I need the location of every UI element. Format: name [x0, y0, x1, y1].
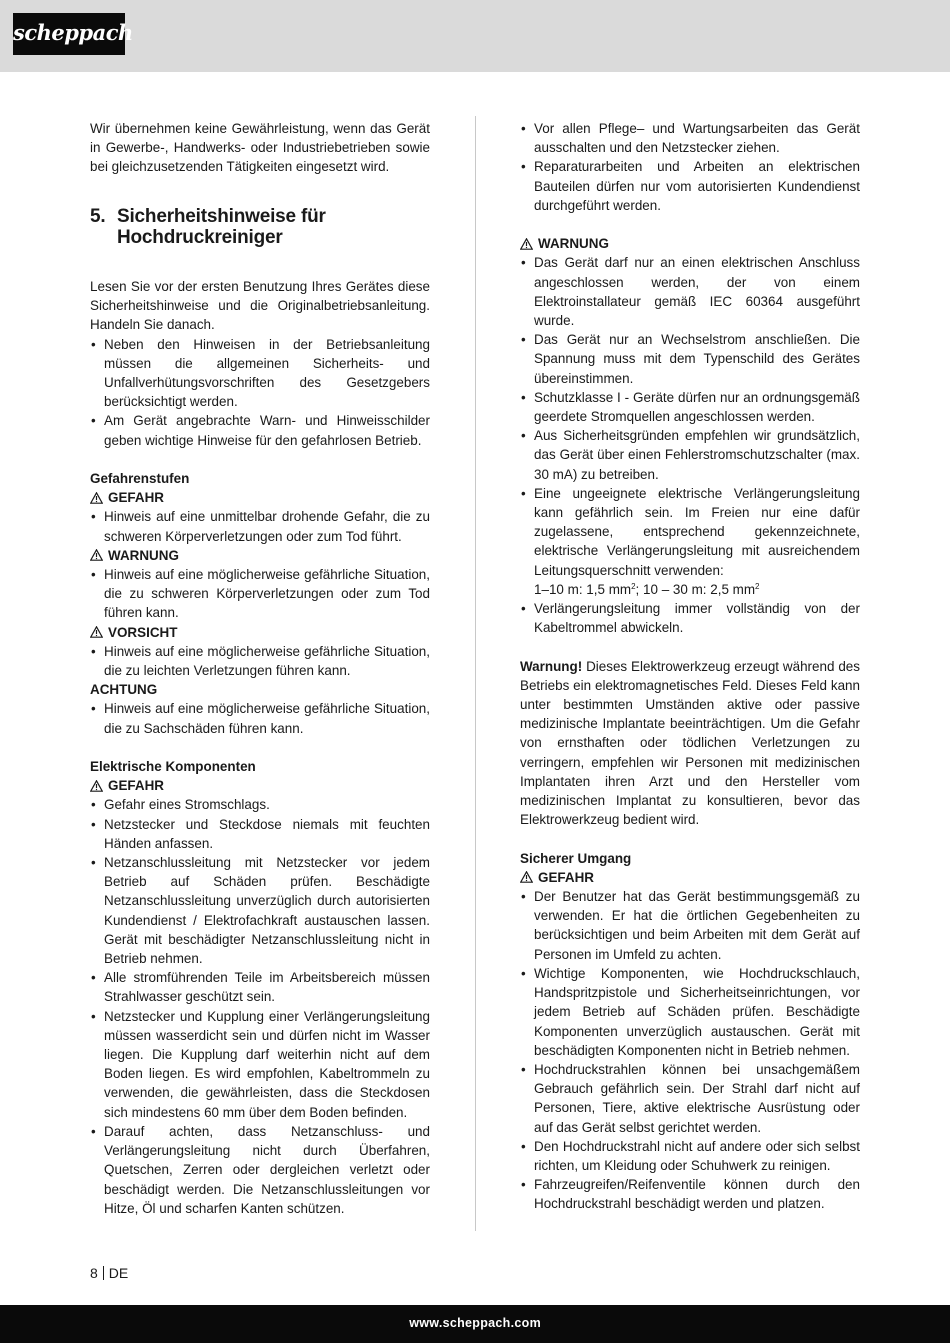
list-item: • Aus Sicherheitsgründen empfehlen wir grundsätzlich, das Gerät über einen Fehlerstromschutzschalter (max. 30 mA) zu betreiben.: [520, 426, 860, 484]
section-title: Sicherheitshinweise für Hochdruckreiniger: [117, 205, 326, 248]
warning-list: [520, 253, 860, 637]
emf-warning-paragraph: Warnung! Dieses Elektrowerkzeug erzeugt während des Betriebs ein elektromagnetisches Feld. Dieses Feld kann unter bestimmten Umständen aktive oder passive medizinische Implantate beeinträchtigen. Um die Gefahr von ernsthaften oder tödlichen Verletzungen zu verringern, empfehlen wir Personen mit medizinischen Implantaten ihren Arzt und den Hersteller vom medizinischen Implantat zu konsultieren, bevor das Elektrowerkzeug bedient wird.: [520, 658, 860, 828]
safe-handling-list: [520, 887, 860, 1213]
list-item: • Schutzklasse I - Geräte dürfen nur an ordnungsgemäß geerdete Stromquellen angeschlossen werden.: [520, 388, 860, 426]
warning-label: WARNUNG: [520, 234, 860, 253]
left-column: [90, 119, 430, 1218]
warranty-paragraph: Wir übernehmen keine Gewährleistung, wenn das Gerät in Gewerbe-, Handwerks- oder Industriebetrieben sowie bei gleichzusetzenden Tätigkeiten eingesetzt wird.: [90, 121, 430, 175]
column-divider: [475, 116, 476, 1231]
list-item: • Neben den Hinweisen in der Betriebsanleitung müssen die allgemeinen Sicherheits- und Unfallverhütungsvorschriften des Gesetzgebers berücksichtigt werden.: [90, 335, 430, 412]
list-item: • Reparaturarbeiten und Arbeiten an elektrischen Bauteilen dürfen nur vom autorisierten Kundendienst durchgeführt werden.: [520, 157, 860, 215]
list-item: • Hinweis auf eine unmittelbar drohende Gefahr, die zu schweren Körperverletzungen oder zum Tod führt.: [90, 507, 430, 545]
gefahrenstufen-heading: Gefahrenstufen: [90, 471, 190, 486]
list-item: • Hinweis auf eine möglicherweise gefährliche Situation, die zu Sachschäden führen kann.: [90, 699, 430, 737]
list-item: • Alle stromführenden Teile im Arbeitsbereich müssen Strahlwasser geschützt sein.: [90, 968, 430, 1006]
list-item: • Verlängerungsleitung immer vollständig von der Kabeltrommel abwickeln.: [520, 599, 860, 637]
caution-label: VORSICHT: [90, 623, 430, 642]
list-item: • Hinweis auf eine möglicherweise gefährliche Situation, die zu leichten Verletzungen führen kann.: [90, 642, 430, 680]
website-link[interactable]: www.scheppach.com: [409, 1316, 541, 1330]
list-item: • Das Gerät darf nur an einen elektrischen Anschluss angeschlossen werden, der von einem Elektroinstallateur gemäß IEC 60364 ausgeführt wurde.: [520, 253, 860, 330]
list-item: • Der Benutzer hat das Gerät bestimmungsgemäß zu verwenden. Er hat die örtlichen Gegebenheiten zu berücksichtigen und beim Arbeiten mit dem Gerät auf Personen im Umfeld zu achten.: [520, 887, 860, 964]
list-item: • Vor allen Pflege– und Wartungsarbeiten das Gerät ausschalten und den Netzstecker ziehen.: [520, 119, 860, 157]
electrical-components-heading: Elektrische Komponenten: [90, 759, 256, 775]
list-item: • Gefahr eines Stromschlags.: [90, 795, 430, 814]
warning-triangle-icon: [90, 626, 103, 638]
list-item: • Das Gerät nur an Wechselstrom anschließen. Die Spannung muss mit dem Typenschild des Gerätes übereinstimmen.: [520, 330, 860, 388]
read-instructions-list: [90, 335, 430, 450]
warning-triangle-icon: [90, 780, 103, 792]
list-item: • Wichtige Komponenten, wie Hochdruckschlauch, Handspritzpistole und Sicherheitseinrichtungen, vor jedem Betrieb auf Schäden prüfen. Beschädigte Komponenten unverzüglich austauschen. Gerät mit beschädigten Komponenten nicht in Betrieb nehmen.: [520, 964, 860, 1060]
warning-triangle-icon: [520, 871, 533, 883]
danger-label: GEFAHR: [90, 488, 430, 507]
page-number: 8 DE: [90, 1265, 129, 1281]
read-instructions-paragraph: Lesen Sie vor der ersten Benutzung Ihres Gerätes diese Sicherheitshinweise und die Originalbetriebsanleitung. Handeln Sie danach.: [90, 278, 430, 333]
danger-label: GEFAHR: [520, 868, 860, 887]
list-item: • Den Hochdruckstrahl nicht auf andere oder sich selbst richten, um Kleidung oder Schuhwerk zu reinigen.: [520, 1137, 860, 1175]
list-item: • Fahrzeugreifen/Reifenventile können durch den Hochdruckstrahl beschädigt werden und platzen.: [520, 1175, 860, 1213]
electrical-list: [90, 795, 430, 1217]
warning-label: WARNUNG: [90, 546, 430, 565]
list-item: • Netzstecker und Steckdose niemals mit feuchten Händen anfassen.: [90, 815, 430, 853]
warning-triangle-icon: [90, 549, 103, 561]
header-bar: [0, 0, 950, 72]
section-heading: [90, 206, 430, 248]
warning-triangle-icon: [90, 492, 103, 504]
list-item: • Darauf achten, dass Netzanschluss- und Verlängerungsleitung nicht durch Überfahren, Quetschen, Zerren oder dergleichen verletzt oder beschädigt werden. Die Netzanschlussleitungen vor Hitze, Öl und scharfen Kanten schützen.: [90, 1122, 430, 1218]
list-item: • Hinweis auf eine möglicherweise gefährliche Situation, die zu schweren Körperverletzungen oder zum Tod führen kann.: [90, 565, 430, 623]
extension-cable-item: • Eine ungeeignete elektrische Verlängerungsleitung kann gefährlich sein. Im Freien nur eine dafür zugelassene, entsprechend gekennzeichnete, elektrische Verlängerungsleitung mit ausreichendem Leitungsquerschnitt verwenden: 1–10 m: 1,5 $mm^2$; 10 – 30 m: 2,5 $mm^2$: [520, 484, 860, 599]
footer-bar: [0, 1305, 950, 1343]
safe-handling-heading: Sicherer Umgang: [520, 850, 632, 866]
attention-label: ACHTUNG: [90, 682, 158, 698]
list-item: • Hochdruckstrahlen können bei unsachgemäßem Gebrauch gefährlich sein. Der Strahl darf nicht auf Personen, Tiere, aktive elektrische Ausrüstung oder auf das Gerät selbst gerichtet werden.: [520, 1060, 860, 1137]
danger-label: GEFAHR: [90, 776, 430, 795]
right-column: [520, 119, 860, 1214]
list-item: • Netzstecker und Kupplung einer Verlängerungsleitung müssen wasserdicht sein und dürfen nicht im Wasser liegen. Die Kupplung darf weiterhin nicht auf dem Boden liegen. Es wird empfohlen, Kabeltrommeln zu verwenden, die gewährleisten, dass die Steckdosen sich mindestens 60 mm über dem Boden befinden.: [90, 1007, 430, 1122]
cable-spec: 1–10 m: 1,5 $mm^2$; 10 – 30 m: 2,5 $mm^2$: [534, 581, 760, 597]
section-number: 5.: [90, 205, 106, 227]
scheppach-logo: scheppach: [13, 13, 125, 55]
warning-triangle-icon: [520, 238, 533, 250]
list-item: • Am Gerät angebrachte Warn- und Hinweisschilder geben wichtige Hinweise für den gefahrlosen Betrieb.: [90, 411, 430, 449]
maintenance-list: [520, 119, 860, 215]
list-item: • Netzanschlussleitung mit Netzstecker vor jedem Betrieb auf Schäden prüfen. Beschädigte Netzanschlussleitung unverzüglich durch autorisierten Kundendienst / Elektrofachkraft austauschen lassen. Gerät mit beschädigter Netzanschlussleitung nicht in Betrieb nehmen.: [90, 853, 430, 968]
